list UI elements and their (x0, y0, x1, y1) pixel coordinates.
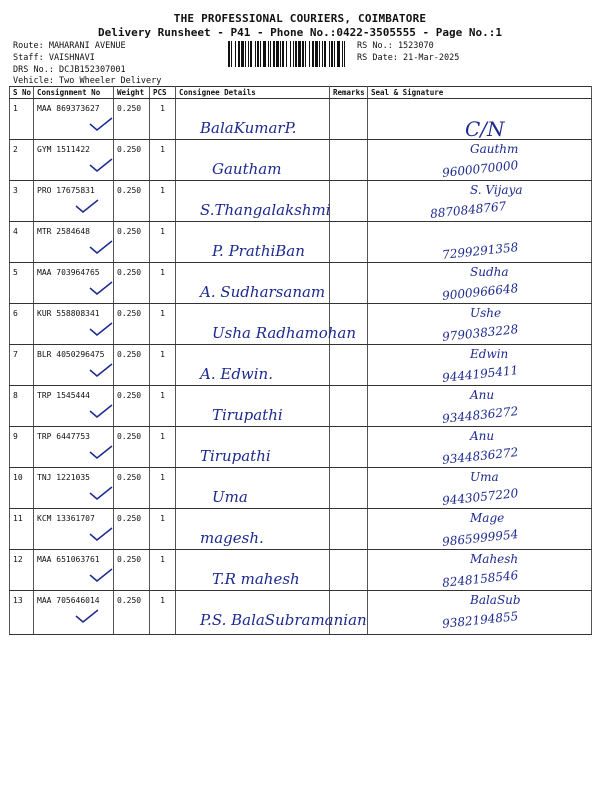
consignment-cell: MAA 869373627 (34, 99, 114, 140)
handwritten-name: P. PrathiBan (212, 242, 305, 260)
col-consignment: Consignment No (34, 87, 114, 99)
handwritten-name: A. Edwin. (200, 365, 273, 383)
sno-cell: 5 (10, 263, 34, 304)
weight-cell: 0.250 (114, 263, 150, 304)
handwritten-name: BalaKumarP. (200, 119, 297, 137)
weight-cell: 0.250 (114, 386, 150, 427)
checkmark-icon (74, 198, 100, 214)
checkmark-icon (88, 239, 114, 255)
weight-cell: 0.250 (114, 181, 150, 222)
checkmark-icon (88, 526, 114, 542)
pcs-cell: 1 (150, 386, 176, 427)
handwritten-signature: S. Vijaya (470, 183, 523, 197)
col-sno: S No (10, 87, 34, 99)
weight-cell: 0.250 (114, 550, 150, 591)
handwritten-signature: Uma (470, 470, 499, 484)
weight-cell: 0.250 (114, 591, 150, 635)
sno-cell: 3 (10, 181, 34, 222)
pcs-cell: 1 (150, 591, 176, 635)
consignment-cell: MAA 651063761 (34, 550, 114, 591)
checkmark-icon (88, 157, 114, 173)
remarks-cell (330, 222, 368, 263)
pcs-cell: 1 (150, 304, 176, 345)
handwritten-name: S.Thangalakshmi (200, 201, 331, 219)
handwritten-name: P.S. BalaSubramanian (200, 611, 367, 629)
handwritten-phone: 9790383228 (441, 322, 519, 344)
pcs-cell: 1 (150, 550, 176, 591)
sno-cell: 1 (10, 99, 34, 140)
weight-cell: 0.250 (114, 468, 150, 509)
weight-cell: 0.250 (114, 304, 150, 345)
consignee-cell (176, 468, 330, 509)
rs-number: RS No.: 1523070 (357, 41, 434, 51)
consignment-cell: BLR 4050296475 (34, 345, 114, 386)
pcs-cell: 1 (150, 140, 176, 181)
handwritten-name: magesh. (200, 529, 264, 547)
handwritten-signature: C/N (465, 117, 505, 141)
handwritten-phone: 9000966648 (441, 281, 519, 303)
sno-cell: 4 (10, 222, 34, 263)
consignment-cell: GYM 1511422 (34, 140, 114, 181)
handwritten-phone: 9344836272 (441, 404, 519, 426)
handwritten-name: A. Sudharsanam (200, 283, 326, 301)
handwritten-name: Usha Radhamohan (212, 324, 357, 342)
col-remarks: Remarks (330, 87, 368, 99)
handwritten-name: T.R mahesh (212, 570, 300, 588)
pcs-cell: 1 (150, 468, 176, 509)
weight-cell: 0.250 (114, 345, 150, 386)
consignment-cell: TNJ 1221035 (34, 468, 114, 509)
checkmark-icon (88, 321, 114, 337)
sno-cell: 6 (10, 304, 34, 345)
remarks-cell (330, 550, 368, 591)
handwritten-phone: 9443057220 (441, 486, 519, 508)
pcs-cell: 1 (150, 222, 176, 263)
handwritten-phone: 8248158546 (441, 568, 519, 590)
weight-cell: 0.250 (114, 509, 150, 550)
handwritten-phone: 7299291358 (441, 240, 519, 262)
handwritten-name: Uma (212, 488, 248, 506)
staff-label: Staff: VAISHNAVI (13, 53, 95, 63)
consignment-cell: KCM 13361707 (34, 509, 114, 550)
sno-cell: 9 (10, 427, 34, 468)
handwritten-phone: 9865999954 (441, 527, 519, 549)
handwritten-signature: Gauthm (470, 142, 519, 156)
handwritten-name: Tirupathi (212, 406, 283, 424)
checkmark-icon (88, 485, 114, 501)
remarks-cell (330, 427, 368, 468)
remarks-cell (330, 140, 368, 181)
company-title: THE PROFESSIONAL COURIERS, COIMBATORE (173, 12, 427, 25)
pcs-cell: 1 (150, 181, 176, 222)
runsheet-subtitle: Delivery Runsheet - P41 - Phone No.:0422-3505555 - Page No.:1 (98, 26, 502, 39)
handwritten-name: Gautham (212, 160, 282, 178)
barcode-image (228, 41, 346, 67)
consignment-cell: MAA 705646014 (34, 591, 114, 635)
remarks-cell (330, 386, 368, 427)
pcs-cell: 1 (150, 99, 176, 140)
col-signature: Seal & Signature (368, 87, 592, 99)
consignment-cell: MTR 2584648 (34, 222, 114, 263)
checkmark-icon (74, 608, 100, 624)
handwritten-signature: Ushe (470, 306, 502, 320)
checkmark-icon (88, 280, 114, 296)
consignment-cell: PRO 17675831 (34, 181, 114, 222)
rs-date: RS Date: 21-Mar-2025 (357, 53, 460, 63)
handwritten-signature: BalaSub (470, 593, 521, 607)
consignment-cell: TRP 1545444 (34, 386, 114, 427)
remarks-cell (330, 99, 368, 140)
route-label: Route: MAHARANI AVENUE (13, 41, 126, 51)
checkmark-icon (88, 362, 114, 378)
handwritten-signature: Anu (470, 429, 495, 443)
handwritten-phone: 9600070000 (441, 158, 519, 180)
handwritten-name: Tirupathi (200, 447, 271, 465)
weight-cell: 0.250 (114, 140, 150, 181)
checkmark-icon (88, 116, 114, 132)
handwritten-signature: Mage (470, 511, 505, 525)
remarks-cell (330, 181, 368, 222)
remarks-cell (330, 468, 368, 509)
handwritten-phone: 9444195411 (441, 363, 519, 385)
sno-cell: 8 (10, 386, 34, 427)
consignment-cell: TRP 6447753 (34, 427, 114, 468)
handwritten-signature: Edwin (470, 347, 509, 361)
remarks-cell (330, 263, 368, 304)
pcs-cell: 1 (150, 509, 176, 550)
handwritten-signature: Sudha (470, 265, 509, 279)
pcs-cell: 1 (150, 427, 176, 468)
sno-cell: 11 (10, 509, 34, 550)
sno-cell: 13 (10, 591, 34, 635)
table-header (10, 87, 592, 99)
drs-number: DRS No.: DCJB152307001 (13, 65, 126, 75)
sno-cell: 12 (10, 550, 34, 591)
sno-cell: 2 (10, 140, 34, 181)
handwritten-signature: Anu (470, 388, 495, 402)
weight-cell: 0.250 (114, 427, 150, 468)
checkmark-icon (88, 403, 114, 419)
vehicle-label: Vehicle: Two Wheeler Delivery (13, 76, 162, 86)
pcs-cell: 1 (150, 345, 176, 386)
remarks-cell (330, 509, 368, 550)
consignment-cell: KUR 558808341 (34, 304, 114, 345)
handwritten-phone: 9382194855 (441, 609, 519, 631)
handwritten-phone: 8870848767 (429, 199, 507, 221)
pcs-cell: 1 (150, 263, 176, 304)
checkmark-icon (88, 567, 114, 583)
handwritten-signature: Mahesh (470, 552, 519, 566)
handwritten-phone: 9344836272 (441, 445, 519, 467)
remarks-cell (330, 345, 368, 386)
col-pcs: PCS (150, 87, 176, 99)
col-weight: Weight (114, 87, 150, 99)
weight-cell: 0.250 (114, 222, 150, 263)
sno-cell: 7 (10, 345, 34, 386)
weight-cell: 0.250 (114, 99, 150, 140)
checkmark-icon (88, 444, 114, 460)
consignment-cell: MAA 703964765 (34, 263, 114, 304)
col-consignee: Consignee Details (176, 87, 330, 99)
sno-cell: 10 (10, 468, 34, 509)
